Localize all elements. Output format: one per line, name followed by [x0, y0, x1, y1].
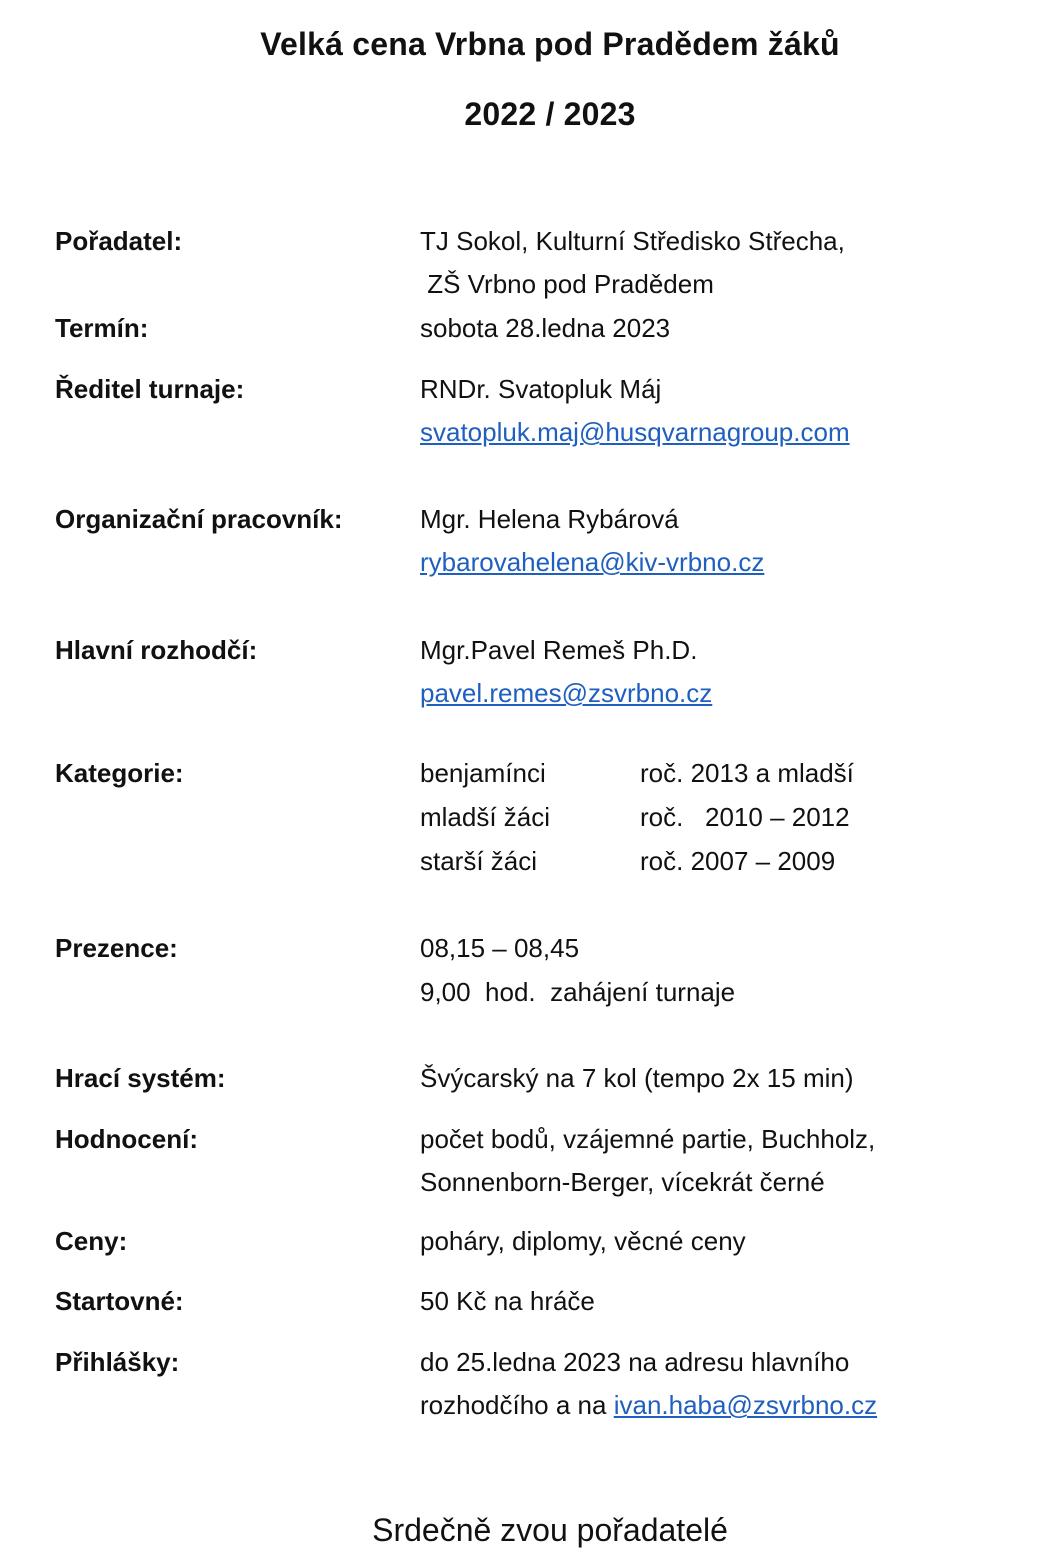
- director-label: Ředitel turnaje:: [55, 374, 245, 404]
- category-years: roč. 2010 – 2012: [640, 802, 850, 832]
- applications-line2: [420, 1390, 877, 1421]
- registration-time: 08,15 – 08,45: [420, 933, 580, 963]
- categories-label: Kategorie:: [55, 758, 184, 788]
- organizer-line1: TJ Sokol, Kulturní Středisko Střecha,: [420, 226, 845, 256]
- entry-fee-value: 50 Kč na hráče: [420, 1286, 595, 1316]
- closing-invitation: Srdečně zvou pořadatelé: [372, 1512, 728, 1548]
- organizer-label: Pořadatel:: [55, 226, 183, 256]
- date-value: sobota 28.ledna 2023: [420, 313, 671, 343]
- scoring-line1: počet bodů, vzájemné partie, Buchholz,: [420, 1124, 876, 1154]
- start-time: 9,00 hod. zahájení turnaje: [420, 977, 736, 1007]
- category-name: benjamínci: [420, 758, 546, 788]
- document-title: Velká cena Vrbna pod Pradědem žáků: [260, 26, 840, 62]
- applications-line2-prefix: rozhodčího a na: [420, 1390, 614, 1420]
- applications-label: Přihlášky:: [55, 1347, 180, 1377]
- prizes-value: poháry, diplomy, věcné ceny: [420, 1226, 746, 1256]
- chief-arbiter-email-link[interactable]: pavel.remes@zsvrbno.cz: [420, 678, 713, 708]
- registration-label: Prezence:: [55, 933, 178, 963]
- entry-fee-label: Startovné:: [55, 1286, 184, 1316]
- game-system-label: Hrací systém:: [55, 1063, 226, 1093]
- category-years: roč. 2013 a mladší: [640, 758, 854, 788]
- scoring-line2: Sonnenborn-Berger, vícekrát černé: [420, 1167, 825, 1197]
- category-name: starší žáci: [420, 846, 538, 876]
- category-years: roč. 2007 – 2009: [640, 846, 836, 876]
- organizer-staff-label: Organizační pracovník:: [55, 504, 343, 534]
- chief-arbiter-label: Hlavní rozhodčí:: [55, 635, 258, 665]
- game-system-value: Švýcarský na 7 kol (tempo 2x 15 min): [420, 1063, 854, 1093]
- organizer-staff-email-link[interactable]: rybarovahelena@kiv-vrbno.cz: [420, 547, 765, 577]
- applications-email-link[interactable]: ivan.haba@zsvrbno.cz: [613, 1390, 878, 1420]
- director-email-link[interactable]: svatopluk.maj@husqvarnagroup.com: [420, 417, 850, 447]
- organizer-staff-name: Mgr. Helena Rybárová: [420, 504, 679, 534]
- chief-arbiter-name: Mgr.Pavel Remeš Ph.D.: [420, 635, 698, 665]
- director-name: RNDr. Svatopluk Máj: [420, 374, 662, 404]
- scoring-label: Hodnocení:: [55, 1124, 198, 1154]
- prizes-label: Ceny:: [55, 1226, 128, 1256]
- category-name: mladší žáci: [420, 802, 551, 832]
- organizer-line2: ZŠ Vrbno pod Pradědem: [420, 269, 714, 299]
- date-label: Termín:: [55, 313, 149, 343]
- season-title: 2022 / 2023: [464, 96, 636, 132]
- applications-line1: do 25.ledna 2023 na adresu hlavního: [420, 1347, 850, 1377]
